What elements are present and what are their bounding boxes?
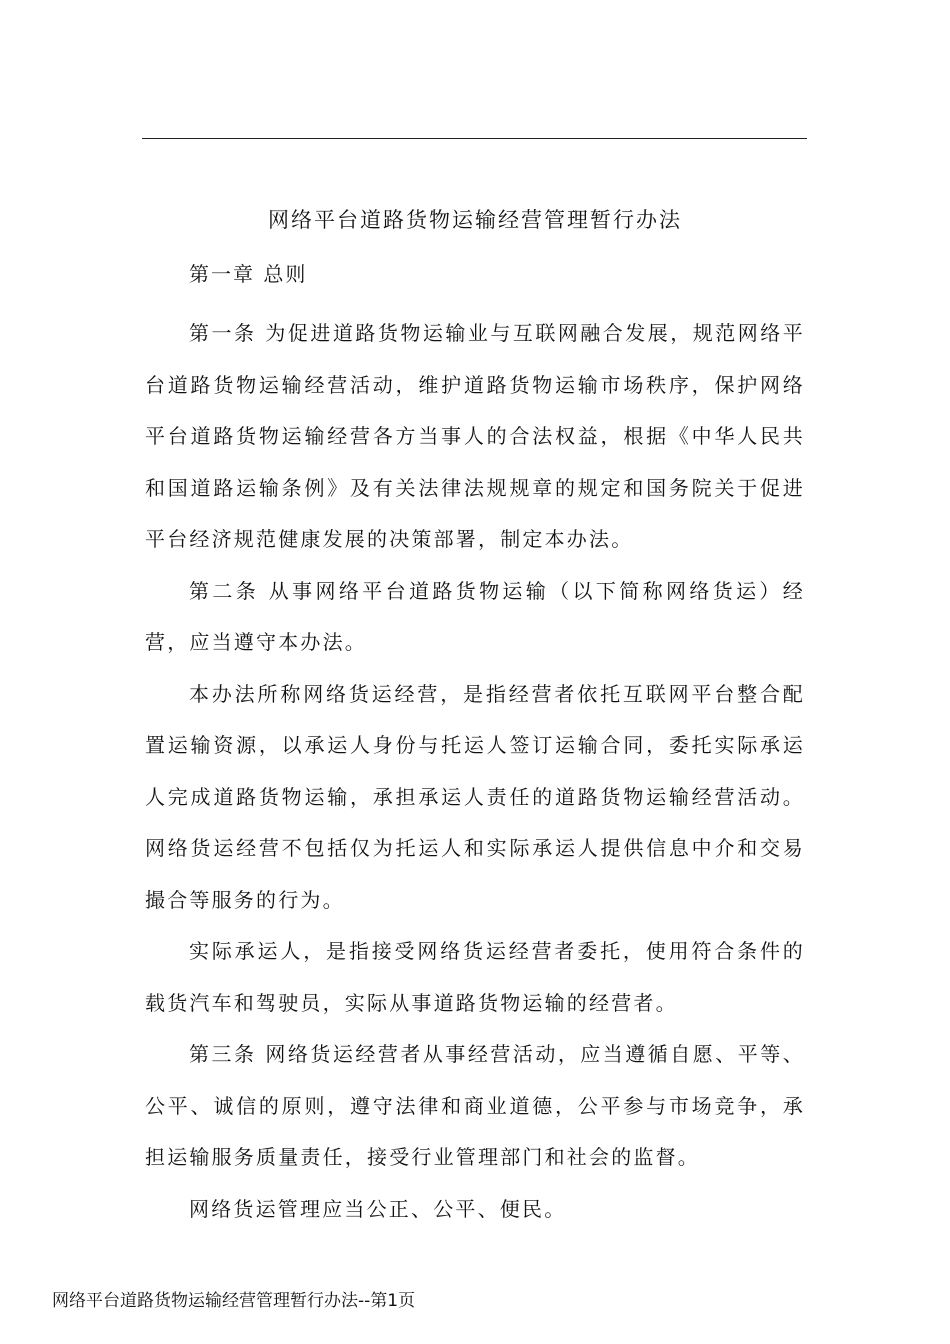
page-footer: 网络平台道路货物运输经营管理暂行办法--第1页	[52, 1291, 416, 1311]
chapter-heading: 第一章 总则	[189, 262, 308, 286]
paragraph-definition-actual-carrier: 实际承运人，是指接受网络货运经营者委托，使用符合条件的载货汽车和驾驶员，实际从事道路货物运输的经营者。	[145, 939, 805, 1015]
header-rule	[142, 138, 807, 139]
paragraph-management-principle: 网络货运管理应当公正、公平、便民。	[189, 1196, 567, 1221]
paragraph-definition-network-freight: 本办法所称网络货运经营，是指经营者依托互联网平台整合配置运输资源，以承运人身份与托运人签订运输合同，委托实际承运人完成道路货物运输，承担承运人责任的道路货物运输经营活动。网络货运经营不包括仅为托运人和实际承运人提供信息中介和交易撮合等服务的行为。	[145, 681, 805, 912]
paragraph-article-3: 第三条 网络货运经营者从事经营活动，应当遵循自愿、平等、公平、诚信的原则，遵守法律和商业道德，公平参与市场竞争，承担运输服务质量责任，接受行业管理部门和社会的监督。	[145, 1042, 805, 1169]
paragraph-article-1: 第一条 为促进道路货物运输业与互联网融合发展，规范网络平台道路货物运输经营活动，维护道路货物运输市场秩序，保护网络平台道路货物运输经营各方当事人的合法权益，根据《中华人民共和国道路运输条例》及有关法律法规规章的规定和国务院关于促进平台经济规范健康发展的决策部署，制定本办法。	[145, 321, 805, 551]
document-body	[145, 198, 805, 1235]
document-title: 网络平台道路货物运输经营管理暂行办法	[268, 208, 682, 232]
paragraph-article-2: 第二条 从事网络平台道路货物运输（以下简称网络货运）经营，应当遵守本办法。	[145, 578, 805, 654]
